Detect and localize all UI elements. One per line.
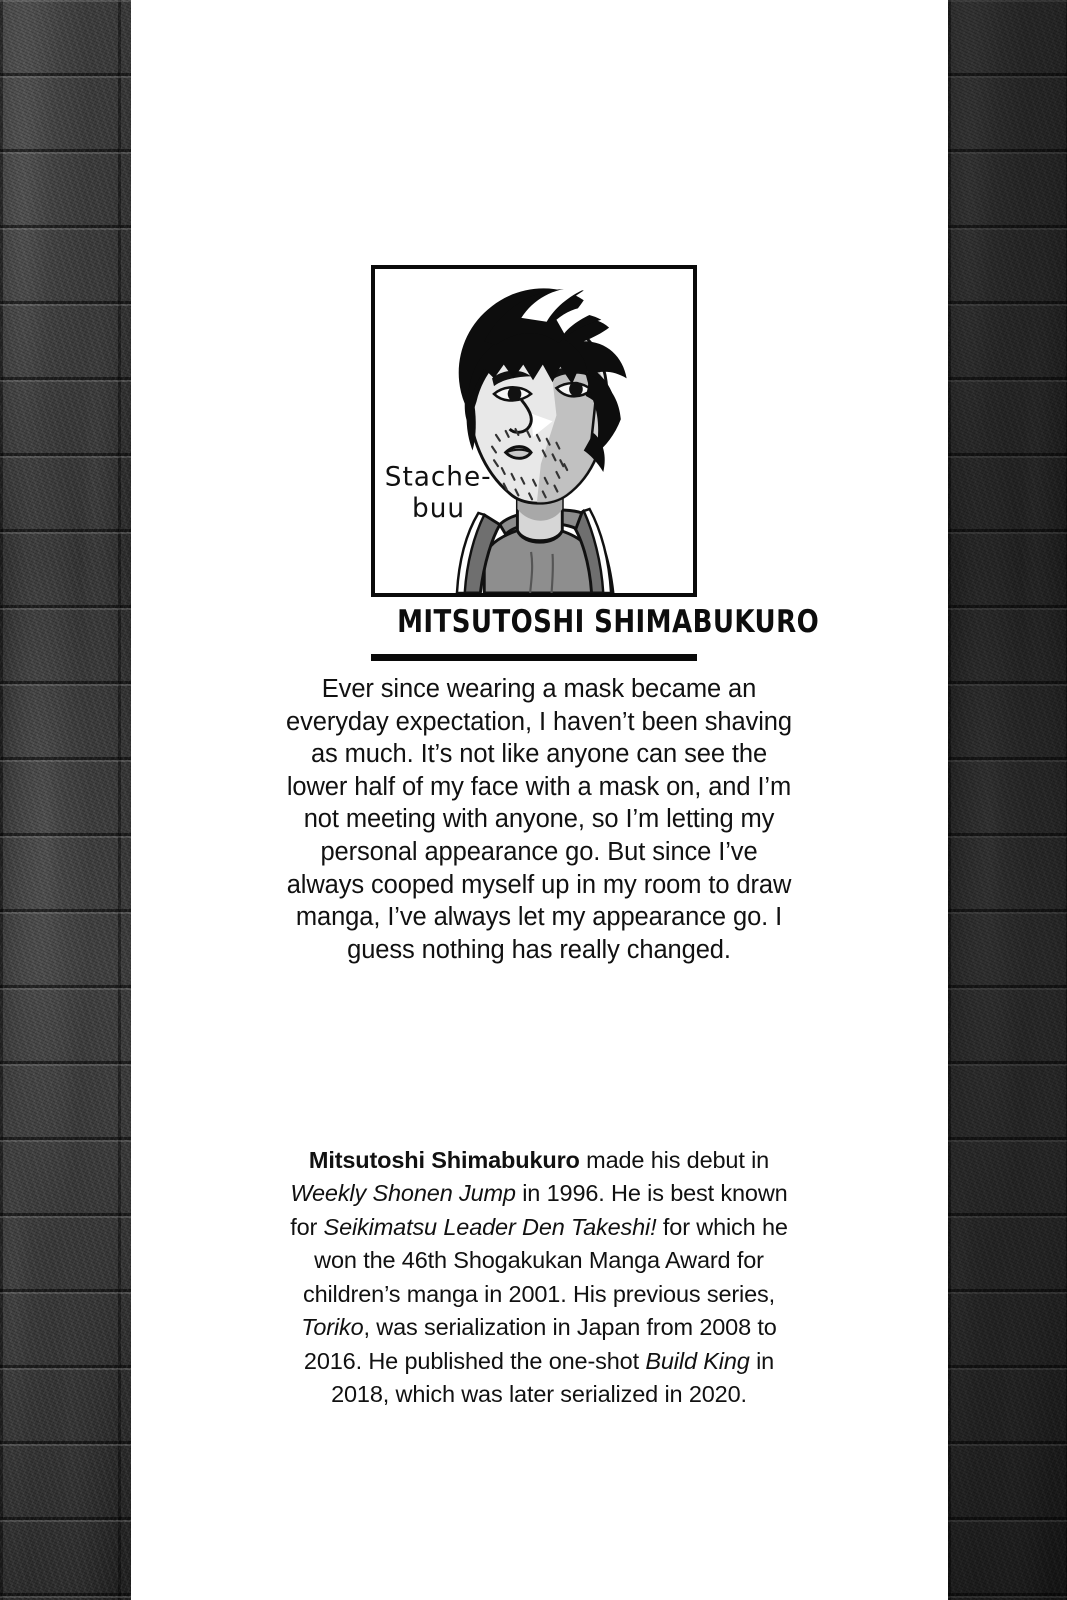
author-name: MITSUTOSHI SHIMABUKURO [397,604,820,640]
paper-sheet [131,0,948,1600]
name-underline-rule [371,654,697,661]
bio-segment-1: made his debut in [579,1146,770,1173]
bio-segment-4: , was serialization in Japan from 2008 to 2016. He published the one-shot [303,1314,777,1374]
bio-segment-5: in 2018, which was later serialized in 2020. [331,1347,775,1407]
author-quote: Ever since wearing a mask became an everyday expectation, I haven’t been shaving as much. It’s not like anyone can see the lower half of my face with a mask on, and I’m not meeting with anyone, so I’m letting my personal appearance go. But since I’ve always cooped myself up in my room to draw manga, I’ve always let my appearance go. I guess nothing has really changed. [286,675,792,964]
portrait-caption-line2: buu [412,493,466,524]
author-portrait-frame [371,265,697,597]
bio-segment-3: for which he won the 46th Shogakukan Manga Award for children’s manga in 2001. His previous series, [302,1213,788,1307]
brick-wall-left [0,0,131,1600]
portrait-caption-line1: Stache- [384,462,492,493]
bio-title-takeshi: Seikimatsu Leader Den Takeshi! [323,1213,657,1240]
bio-author-name: Mitsutoshi Shimabukuro [308,1146,580,1173]
brick-wall-right [948,0,1067,1600]
bio-title-build-king: Build King [645,1347,750,1374]
author-portrait-illustration [375,269,693,593]
bio-title-weekly-shonen-jump: Weekly Shonen Jump [290,1180,516,1206]
author-bio [283,1144,795,1412]
bio-title-toriko: Toriko [301,1314,364,1340]
bio-segment-2: in 1996. He is best known for [290,1180,788,1240]
